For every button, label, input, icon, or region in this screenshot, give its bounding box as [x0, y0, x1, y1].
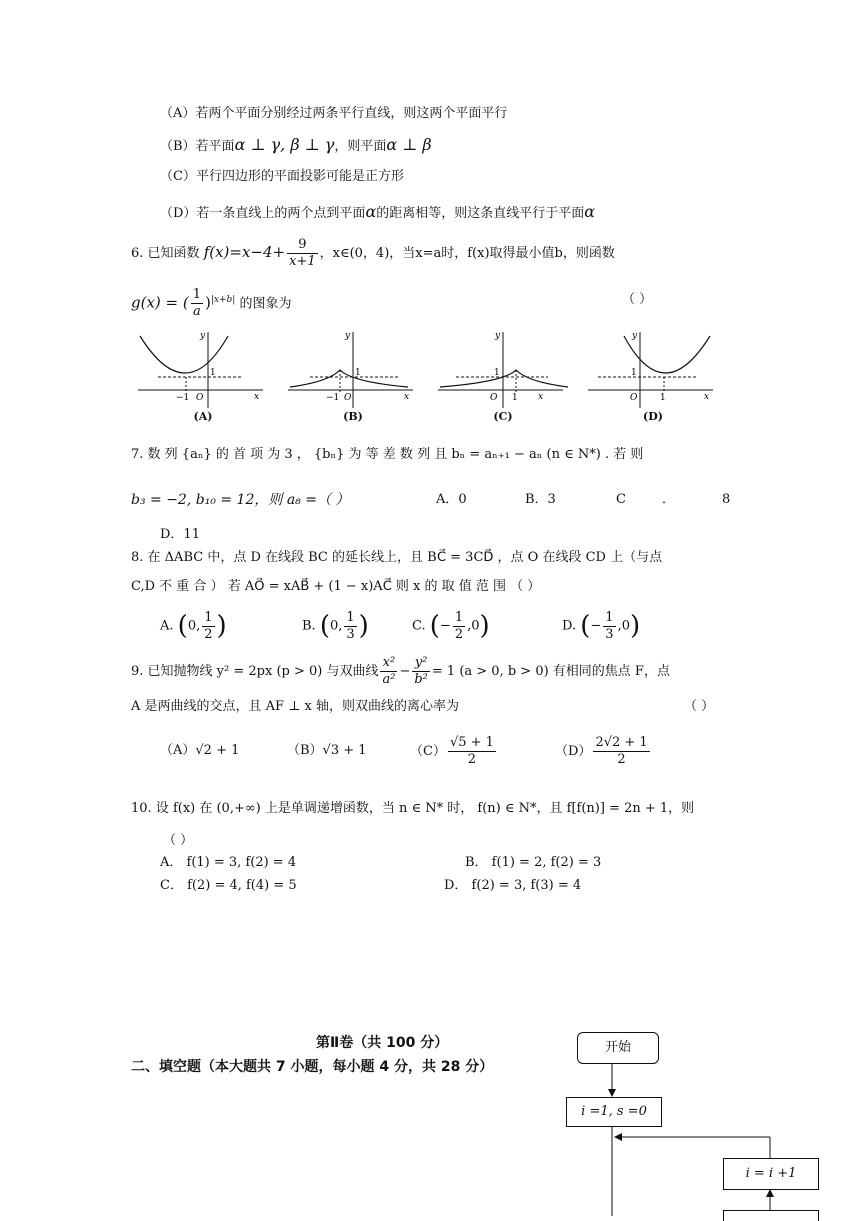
graph-b-origin: O	[344, 393, 352, 403]
graph-d-one: 1	[631, 368, 637, 378]
q7-option-c: C	[616, 492, 626, 507]
q7-option-a: A．0	[436, 492, 467, 507]
q6-graph-b-caption: (B)	[343, 410, 363, 423]
q6-g-num: 1	[192, 287, 202, 303]
q8-option-b	[302, 608, 369, 645]
graph-a-y-label: y	[200, 331, 206, 341]
q6-g-frac	[191, 287, 203, 320]
graph-b-x-label: x	[404, 392, 410, 402]
q9-option-d	[555, 734, 652, 770]
graph-d-one-x: 1	[660, 393, 666, 403]
q8-option-c	[412, 608, 490, 645]
q9-option-c	[410, 734, 498, 770]
q6-frac-den: x+1	[289, 254, 316, 269]
q6-g-prefix: g(x) = (	[131, 293, 189, 312]
graph-a-one: 1	[210, 368, 216, 378]
q5-option-d-mid: 的距离相等，则这条直线平行于平面	[376, 206, 585, 221]
q6-graph-d-svg	[588, 330, 718, 410]
q5-option-d-alpha: α	[365, 202, 377, 221]
q10-option-a: A． f(1) = 3, f(2) = 4	[160, 855, 297, 870]
q9-option-d-num: 2√2 + 1	[595, 735, 648, 750]
q9-hx-num: x²	[380, 655, 397, 672]
q5-option-d	[160, 202, 595, 224]
q9-option-a: （A）√2 + 1	[160, 743, 240, 758]
flowchart-increment-node: i = i +1	[723, 1158, 819, 1190]
q9-hy-den: b²	[414, 672, 428, 687]
q8-option-d-den: 3	[605, 626, 614, 642]
q8-option-d-num: 1	[605, 609, 614, 625]
flowchart-start-node: 开始	[577, 1032, 659, 1064]
q5-option-d-alpha2: α	[584, 202, 596, 221]
q8-option-a-label: A.	[160, 618, 174, 634]
q6-graph-b-svg	[288, 330, 418, 410]
graph-b-neg-one: −1	[326, 393, 340, 403]
q10-option-b: B． f(1) = 2, f(2) = 3	[465, 855, 602, 870]
q8-option-c-minus: −	[439, 618, 451, 634]
graph-c-x-label: x	[538, 392, 544, 402]
q8-option-d-label: D.	[562, 618, 577, 634]
q6-prefix: 6. 已知函数	[131, 246, 200, 261]
q8-option-a-zero: 0,	[187, 618, 201, 634]
part-two-title: 第Ⅱ卷（共 100 分）	[316, 1035, 449, 1051]
graph-d-origin: O	[630, 393, 638, 403]
q9-option-c-num: √5 + 1	[449, 735, 494, 750]
q9-hy-frac	[412, 655, 430, 688]
graph-a-x-label: x	[254, 392, 260, 402]
q7-option-b: B．3	[525, 492, 556, 507]
q9-suffix: = 1 (a > 0, b > 0) 有相同的焦点 F，点	[431, 664, 670, 679]
graph-b-y-label: y	[345, 331, 351, 341]
q7-line-2: b₃ = −2, b₁₀ = 12，则 a₈ =（ ）	[131, 492, 350, 508]
q8-option-c-label: C.	[412, 618, 426, 634]
graph-c-y-label: y	[495, 331, 501, 341]
q8-option-c-num: 1	[454, 609, 464, 625]
q5-option-b-expr: α ⊥ γ, β ⊥ γ	[234, 135, 335, 154]
q5-option-b	[160, 135, 432, 157]
q8-option-c-frac	[453, 610, 465, 643]
q10-option-d: D． f(2) = 3, f(3) = 4	[444, 878, 582, 893]
q9-prefix: 9. 已知抛物线 y² = 2px (p > 0) 与双曲线	[131, 664, 379, 679]
q8-option-a	[160, 608, 227, 645]
q9-line-2: A 是两曲线的交点，且 AF ⊥ x 轴，则双曲线的离心率为	[131, 699, 460, 714]
q5-option-d-prefix: （D）若一条直线上的两个点到平面	[160, 206, 366, 221]
q8-option-b-frac	[344, 610, 356, 643]
graph-a-origin: O	[196, 393, 204, 403]
q6-bracket: （ ）	[622, 292, 653, 307]
q8-option-b-num: 1	[346, 609, 355, 625]
graph-d-x-label: x	[704, 392, 710, 402]
q8-option-d-frac	[603, 610, 615, 643]
q6-frac-num: 9	[287, 237, 318, 254]
q6-g-close: )	[205, 293, 211, 312]
q6-line-2	[131, 282, 291, 322]
q9-option-c-den: 2	[467, 752, 477, 767]
q6-graph-d	[588, 330, 718, 425]
q8-option-c-zero: ,0	[467, 618, 480, 634]
q8-option-b-den: 3	[346, 626, 355, 642]
q9-minus: −	[399, 664, 411, 679]
q5-option-a: （A）若两个平面分别经过两条平行直线，则这两个平面平行	[160, 106, 508, 121]
q6-line-1	[131, 234, 615, 272]
q6-graph-c-caption: (C)	[493, 410, 513, 423]
q6-suffix: ，x∈(0，4)，当x=a时，f(x)取得最小值b，则函数	[319, 246, 615, 261]
q8-option-a-lparen: (	[177, 611, 188, 641]
graph-b-one: 1	[355, 368, 361, 378]
graph-c-one-x: 1	[512, 393, 518, 403]
q8-option-c-rparen: )	[479, 611, 490, 641]
q9-option-c-label: （C）	[410, 744, 446, 759]
q8-option-d-lparen: (	[580, 611, 591, 641]
q5-option-b-mid: ，则平面	[334, 139, 387, 154]
graph-a-neg-one: −1	[176, 393, 190, 403]
q6-frac	[287, 237, 318, 270]
q5-option-c: （C）平行四边形的平面投影可能是正方形	[160, 169, 404, 184]
q6-graph-a-caption: (A)	[193, 410, 213, 423]
q8-option-a-num: 1	[204, 609, 213, 625]
q9-option-c-frac	[448, 735, 496, 768]
q8-option-d	[562, 608, 640, 645]
q6-graph-c-svg	[438, 330, 568, 410]
q9-hy-num: y²	[412, 655, 430, 672]
q8-option-d-minus: −	[590, 618, 602, 634]
q6-graph-a-svg	[138, 330, 268, 410]
q6-graph-d-caption: (D)	[643, 410, 663, 423]
q10-line-1: 10. 设 f(x) 在 (0,+∞) 上是单调递增函数，当 n ∈ N* 时， f(n) ∈ N*，且 f[f(n)] = 2n + 1，则	[131, 801, 695, 816]
q8-option-c-den: 2	[454, 626, 464, 642]
q10-bracket: （ ）	[163, 833, 194, 848]
q7-line-1: 7. 数 列 {aₙ} 的 首 项 为 3 ， {bₙ} 为 等 差 数 列 且 bₙ = aₙ₊₁ − aₙ (n ∈ N*) . 若 则	[131, 447, 644, 462]
q8-option-b-label: B.	[302, 618, 316, 634]
q8-line-2: C,D 不 重 合 ） 若 AO⃗ = xAB⃗ + (1 − x)AC⃗ 则 x 的 取 值 范 围 （ ）	[131, 579, 541, 594]
q5-option-b-expr2: α ⊥ β	[386, 135, 432, 154]
graph-c-origin: O	[490, 393, 498, 403]
q9-line-1	[131, 654, 670, 690]
q9-bracket: （ ）	[684, 699, 715, 714]
flowchart-init-node: i =1, s =0	[566, 1097, 662, 1127]
q9-option-d-den: 2	[617, 752, 626, 767]
graph-c-one: 1	[494, 368, 500, 378]
q8-option-b-zero: 0,	[329, 618, 343, 634]
q8-option-a-den: 2	[204, 626, 213, 642]
q9-option-d-label: （D）	[555, 744, 592, 759]
q8-option-b-rparen: )	[358, 611, 369, 641]
q10-option-c: C． f(2) = 4, f(4) = 5	[160, 878, 297, 893]
q8-option-d-zero: ,0	[617, 618, 630, 634]
q6-graph-b	[288, 330, 418, 425]
q9-hx-frac	[380, 655, 397, 688]
fill-in-section-heading: 二、填空题（本大题共 7 小题，每小题 4 分，共 28 分）	[131, 1059, 494, 1075]
q8-option-a-frac	[202, 610, 214, 643]
q6-g-den: a	[192, 304, 201, 320]
graph-d-y-label: y	[632, 331, 638, 341]
q5-option-b-prefix: （B）若平面	[160, 139, 235, 154]
q6-func: f(x)=x−4+	[203, 243, 286, 261]
q8-option-b-lparen: (	[319, 611, 330, 641]
q7-option-c-value: 8	[722, 492, 731, 507]
q6-g-exp: |x+b|	[210, 295, 236, 305]
q6-graph-a	[138, 330, 268, 425]
q6-graph-c	[438, 330, 568, 425]
q8-option-d-rparen: )	[629, 611, 641, 641]
q6-g-suffix: 的图象为	[239, 296, 292, 312]
q8-option-c-lparen: (	[429, 611, 440, 641]
q7-option-c-dot: ．	[662, 492, 676, 507]
q9-option-d-frac	[593, 735, 649, 768]
q7-option-d: D．11	[160, 527, 200, 542]
q9-hx-den: a²	[382, 672, 396, 687]
q8-line-1: 8. 在 ΔABC 中，点 D 在线段 BC 的延长线上，且 BC⃗ = 3CD⃗ ，点 O 在线段 CD 上（与点	[131, 550, 663, 565]
q9-option-b: （B）√3 + 1	[287, 743, 367, 758]
q8-option-a-rparen: )	[216, 611, 227, 641]
